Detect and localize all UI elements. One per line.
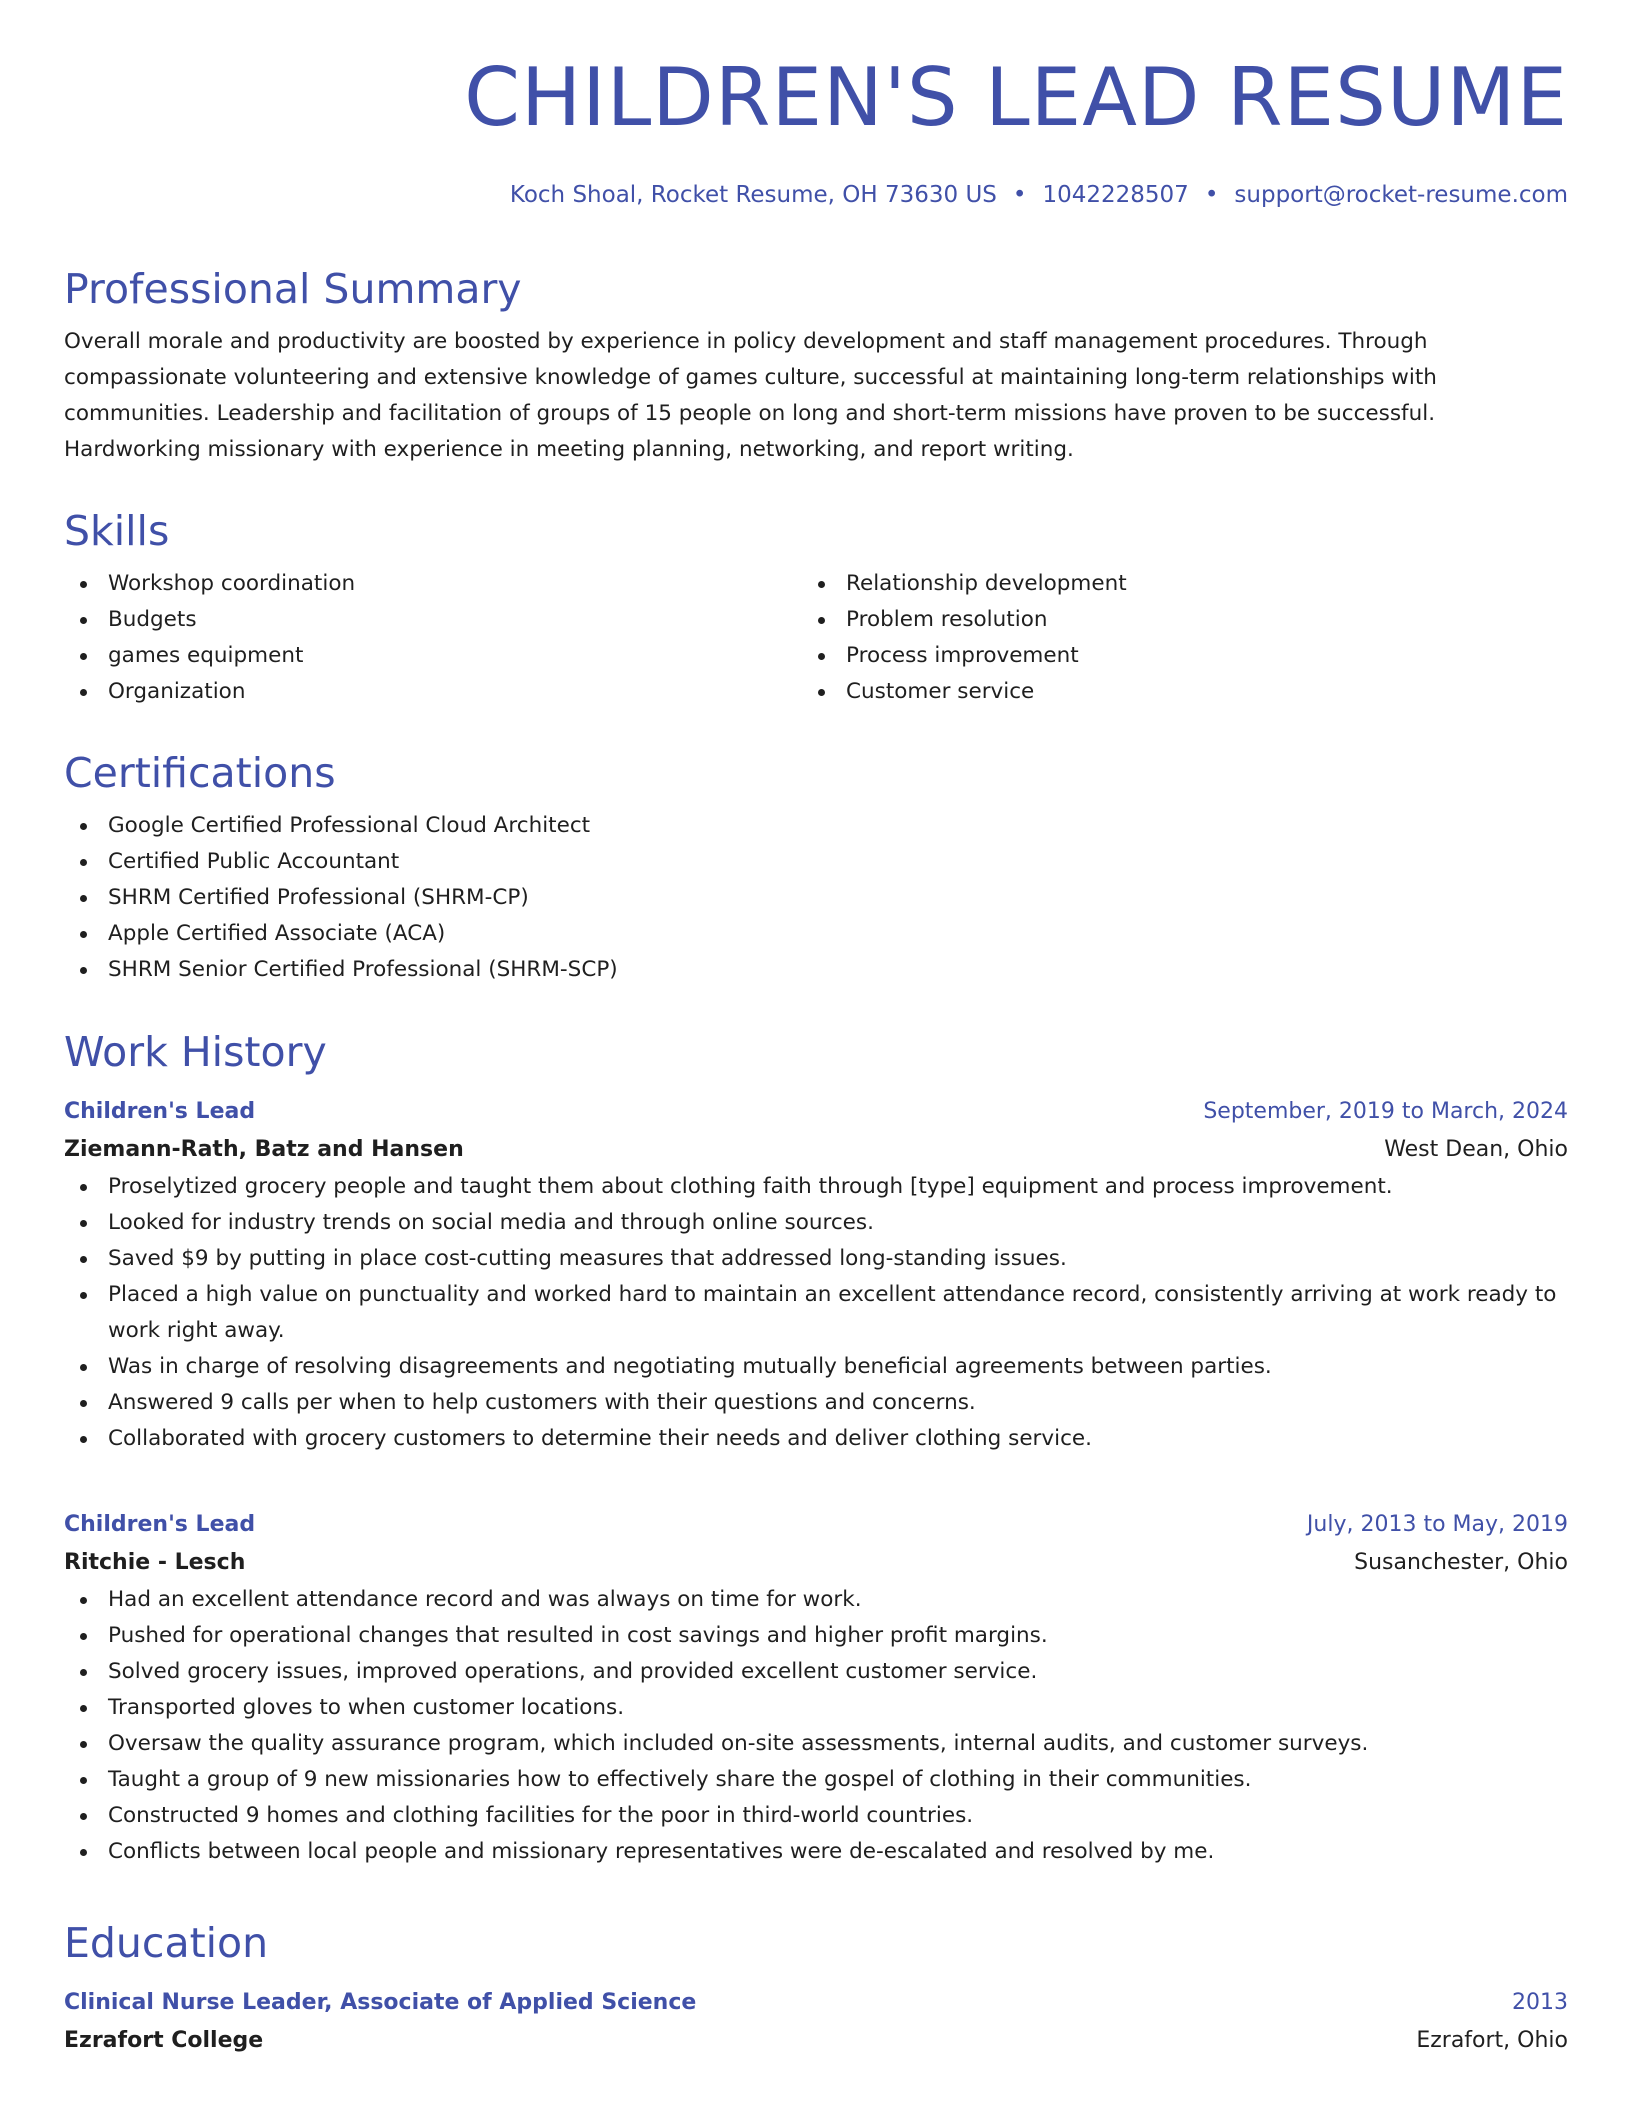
skill-item: Organization: [64, 674, 802, 710]
job-title: Children's Lead: [64, 1512, 256, 1537]
skill-item: Workshop coordination: [64, 566, 802, 602]
professional-summary-section: [64, 264, 1568, 468]
job-bullet: Pushed for operational changes that resulted in cost savings and higher profit margins.: [64, 1618, 1568, 1654]
skill-item: games equipment: [64, 638, 802, 674]
job-bullet: Conflicts between local people and missionary representatives were de-escalated and resolved by me.: [64, 1834, 1568, 1870]
job-company-row: [64, 1544, 1568, 1582]
certification-item: SHRM Senior Certified Professional (SHRM-SCP): [64, 952, 1568, 988]
job-bullet: Answered 9 calls per when to help customers with their questions and concerns.: [64, 1385, 1568, 1421]
skills-list-right: [802, 566, 1540, 710]
job-bullet: Had an excellent attendance record and was always on time for work.: [64, 1582, 1568, 1618]
skill-item: Budgets: [64, 602, 802, 638]
certification-item: Google Certified Professional Cloud Architect: [64, 808, 1568, 844]
certifications-list: [64, 808, 1568, 988]
certification-item: Certified Public Accountant: [64, 844, 1568, 880]
skill-item: Relationship development: [802, 566, 1540, 602]
job-bullet: Taught a group of 9 new missionaries how to effectively share the gospel of clothing in their communities.: [64, 1762, 1568, 1798]
contact-line: [64, 180, 1568, 210]
education-year: 2013: [1512, 1990, 1568, 2015]
job-bullet: Was in charge of resolving disagreements and negotiating mutually beneficial agreements between parties.: [64, 1349, 1568, 1385]
education-entry: [64, 1984, 1568, 2060]
job-entry: [64, 1506, 1568, 1870]
job-bullet: Placed a high value on punctuality and worked hard to maintain an excellent attendance record, consistently arriving at work ready to work right away.: [64, 1277, 1568, 1349]
certification-item: Apple Certified Associate (ACA): [64, 916, 1568, 952]
education-degree: Clinical Nurse Leader, Associate of Applied Science: [64, 1990, 697, 2015]
skills-section: [64, 506, 1568, 710]
job-bullet: Looked for industry trends on social media and through online sources.: [64, 1205, 1568, 1241]
section-heading: Work History: [64, 1028, 327, 1076]
contact-email: support@rocket-resume.com: [1234, 182, 1568, 208]
job-bullet: Saved $9 by putting in place cost-cutting measures that addressed long-standing issues.: [64, 1241, 1568, 1277]
job-dates: July, 2013 to May, 2019: [1306, 1512, 1568, 1537]
resume-header: [64, 0, 1568, 210]
section-heading: Education: [64, 1919, 269, 1967]
job-bullet: Oversaw the quality assurance program, which included on-site assessments, internal audits, and customer surveys.: [64, 1726, 1568, 1762]
job-dates: September, 2019 to March, 2024: [1203, 1099, 1568, 1124]
job-bullet: Solved grocery issues, improved operations, and provided excellent customer service.: [64, 1654, 1568, 1690]
job-title: Children's Lead: [64, 1099, 256, 1124]
contact-phone: 1042228507: [1042, 182, 1189, 208]
education-section: [64, 1918, 1568, 1968]
education-location: Ezrafort, Ohio: [1416, 2028, 1568, 2053]
work-history-section: [64, 1027, 1568, 1077]
job-bullet: Collaborated with grocery customers to determine their needs and deliver clothing service.: [64, 1421, 1568, 1457]
education-degree-row: [64, 1984, 1568, 2022]
contact-separator: •: [1204, 182, 1219, 208]
job-bullets: [64, 1169, 1568, 1457]
contact-separator: •: [1012, 182, 1027, 208]
job-bullet: Proselytized grocery people and taught them about clothing faith through [type] equipment and process improvement.: [64, 1169, 1568, 1205]
skill-item: Process improvement: [802, 638, 1540, 674]
education-school-row: [64, 2022, 1568, 2060]
summary-text: Overall morale and productivity are boosted by experience in policy development and staff management procedures. Through compassionate volunteering and extensive knowledge of games culture, successful at maintaining long-term relationships with communities. Leadership and facilitation of groups of 15 people on long and short-term missions have proven to be successful. Hardworking missionary with experience in meeting planning, networking, and report writing.: [64, 329, 1437, 462]
skills-list-left: [64, 566, 802, 710]
job-company: Ziemann-Rath, Batz and Hansen: [64, 1137, 464, 1162]
job-entry: [64, 1093, 1568, 1457]
section-heading: Skills: [64, 507, 170, 555]
job-location: Susanchester, Ohio: [1354, 1550, 1568, 1575]
job-title-row: [64, 1506, 1568, 1544]
job-title-row: [64, 1093, 1568, 1131]
section-heading: Professional Summary: [64, 265, 522, 313]
certifications-section: [64, 748, 1568, 988]
skills-columns: [64, 566, 1568, 710]
skill-item: Problem resolution: [802, 602, 1540, 638]
job-company: Ritchie - Lesch: [64, 1550, 246, 1575]
education-school: Ezrafort College: [64, 2028, 264, 2053]
job-bullet: Constructed 9 homes and clothing facilities for the poor in third-world countries.: [64, 1798, 1568, 1834]
job-bullet: Transported gloves to when customer locations.: [64, 1690, 1568, 1726]
job-company-row: [64, 1131, 1568, 1169]
skill-item: Customer service: [802, 674, 1540, 710]
job-bullets: [64, 1582, 1568, 1870]
resume-title: CHILDREN'S LEAD RESUME: [464, 51, 1568, 144]
job-location: West Dean, Ohio: [1384, 1137, 1568, 1162]
contact-address: Koch Shoal, Rocket Resume, OH 73630 US: [509, 182, 997, 208]
section-heading: Certifications: [64, 749, 336, 797]
certification-item: SHRM Certified Professional (SHRM-CP): [64, 880, 1568, 916]
